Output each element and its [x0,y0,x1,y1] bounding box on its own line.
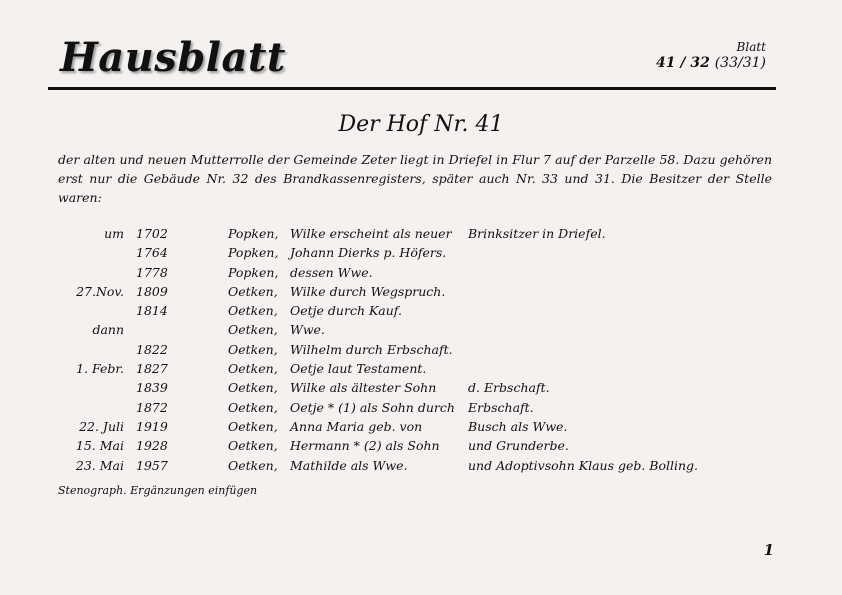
sheet-label: Blatt [736,40,766,54]
sheet-number-block [656,40,766,72]
sheet-number [656,54,766,72]
owner-remark: und Grunderbe. [468,438,569,454]
owner-year: 1919 [136,418,168,434]
owner-surname: Oetken, [228,418,278,434]
owner-year: 1702 [136,226,168,241]
owner-given: Mathilde als Wwe. [290,457,408,473]
owner-surname: Oetken, [228,361,278,377]
owner-date: 15. Mai [75,438,124,454]
owner-surname: Oetken, [228,283,278,299]
page-number: 1 [763,541,774,559]
owner-surname: Oetken, [228,341,278,357]
owner-given: Anna Maria geb. von [290,418,423,434]
owner-given: Wilhelm durch Erbschaft. [290,341,453,357]
owner-surname: Popken, [228,264,279,280]
sheet-number-old: (33/31) [714,55,766,71]
section-title: Der Hof Nr. 41 [338,112,504,137]
owner-year: 1928 [136,438,168,454]
header-rule [48,87,776,90]
owner-given: Wilke erscheint als neuer [290,226,452,241]
owner-surname: Oetken, [228,322,278,338]
owner-year: 1809 [136,283,168,299]
owner-year: 1764 [136,245,168,261]
owner-remark: Erbschaft. [468,399,534,415]
owner-date: 1. Febr. [76,361,124,377]
owner-remark: Busch als Wwe. [468,418,568,434]
owner-remark: und Adoptivsohn Klaus geb. Bolling. [468,457,699,473]
intro-paragraph: der alten und neuen Mutterrolle der Gemeinde Zeter liegt in Driefel in Flur 7 auf der Parzelle 58. Dazu gehören erst nur die Gebäude Nr. 32 des Brandkassenregisters, später auch Nr. 33 und 31. Die Besitzer der Stelle waren: [58,152,772,205]
owner-given: Wilke durch Wegspruch. [290,283,446,299]
owner-year: 1778 [136,264,168,280]
owner-year: 1827 [136,361,168,377]
owner-date: dann [92,322,124,338]
sheet-number-main: 41 / 32 [656,55,710,71]
owner-date: um [104,226,124,241]
owner-given: Wilke als ältester Sohn [290,380,437,396]
owner-year: 1822 [136,341,168,357]
owner-given: Oetje laut Testament. [290,361,427,377]
owner-surname: Oetken, [228,399,278,415]
owner-year: 1957 [136,457,168,473]
owner-remark: Brinksitzer in Driefel. [468,226,606,241]
owner-given: dessen Wwe. [290,264,373,280]
owner-date: 27.Nov. [76,283,124,299]
owner-remark: d. Erbschaft. [468,380,550,396]
owner-year: 1839 [136,380,168,396]
owner-surname: Oetken, [228,438,278,454]
owner-surname: Oetken, [228,303,278,319]
owner-given: Johann Dierks p. Höfers. [290,245,447,261]
owner-date: 23. Mai [75,457,124,473]
owner-surname: Popken, [228,245,279,261]
owner-given: Oetje durch Kauf. [290,303,402,319]
page-title: Hausblatt [60,34,286,81]
owner-year: 1872 [136,399,168,415]
owner-given: Hermann * (2) als Sohn [290,438,440,454]
owner-surname: Oetken, [228,457,278,473]
owner-given: Oetje * (1) als Sohn durch [290,399,455,415]
owner-surname: Oetken, [228,380,278,396]
footnote: Stenograph. Ergänzungen einfügen [58,484,258,497]
owner-date: 22. Juli [79,418,124,434]
owner-year: 1814 [136,303,168,319]
owner-surname: Popken, [228,226,279,241]
owner-given: Wwe. [290,322,325,338]
